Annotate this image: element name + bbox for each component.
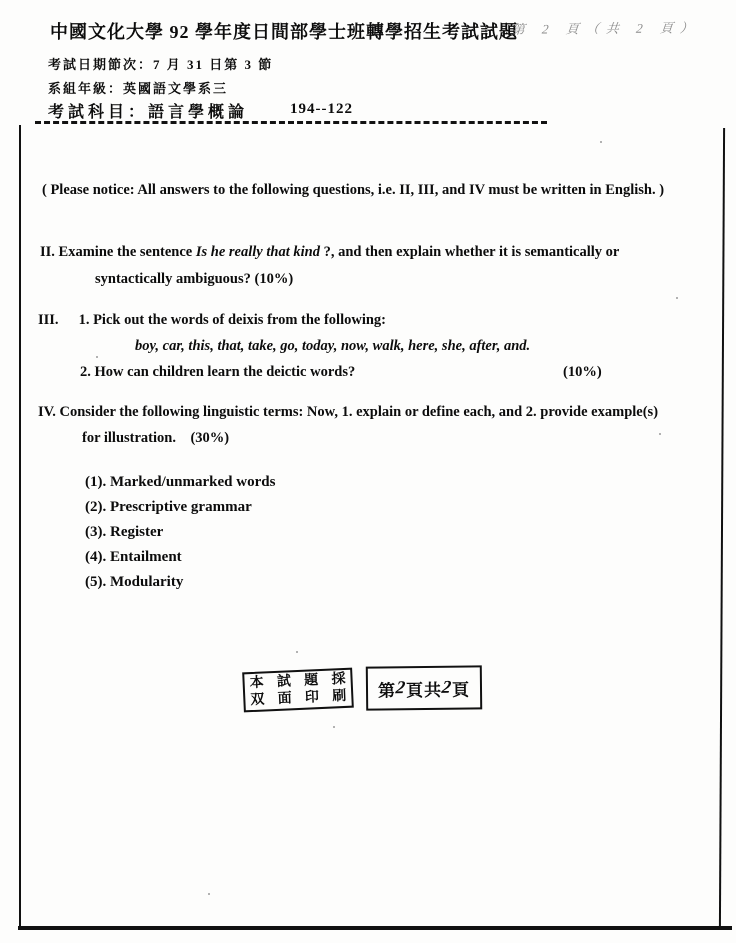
- scan-speck: [659, 433, 661, 435]
- question-4-line-1: IV. Consider the following linguistic terms: Now, 1. explain or define each, and 2. provide example(s): [38, 404, 659, 420]
- english-notice: ( Please notice: All answers to the following questions, i.e. II, III, and IV must be written in English. ): [42, 182, 665, 198]
- exam-date-line: 考試日期節次：7 月 31 日第 3 節: [48, 57, 274, 72]
- stamp-char: 頁: [405, 680, 425, 700]
- question-3-word-list: boy, car, this, that, take, go, today, now, walk, here, she, after, and.: [135, 338, 531, 354]
- term-item: (3). Register: [85, 524, 164, 540]
- handwritten-page-note: 第 2 頁（共 2 頁）: [511, 20, 701, 37]
- department-line: 系組年級：英國語文學系三: [48, 81, 229, 96]
- term-item: (1). Marked/unmarked words: [85, 474, 276, 490]
- scan-speck: [600, 141, 602, 143]
- question-2-sentence: Is he really that kind: [195, 244, 320, 260]
- duplex-stamp-row-2: [250, 688, 347, 709]
- page-border-left: [19, 125, 21, 930]
- page-border-right: [719, 128, 725, 929]
- stamp-char: 印: [304, 690, 320, 706]
- question-3-marks: (10%): [563, 364, 602, 380]
- question-3-label: III.: [38, 312, 59, 328]
- handwritten-page-number: 2: [394, 676, 408, 697]
- scan-speck: [96, 356, 98, 358]
- stamp-char: 頁: [451, 680, 471, 700]
- question-3-item-1: 1. Pick out the words of deixis from the following:: [78, 312, 387, 328]
- subject-line: 考試科目：語言學概論: [48, 104, 249, 121]
- term-item: (5). Modularity: [85, 574, 184, 590]
- duplex-print-stamp: [242, 668, 354, 713]
- stamp-char: 試: [276, 674, 292, 690]
- subject-code: 194--122: [290, 101, 353, 117]
- page-number-stamp: [366, 665, 482, 710]
- question-3-item-2: 2. How can children learn the deictic words?: [80, 364, 356, 380]
- handwritten-total-pages: 2: [440, 676, 454, 697]
- stamp-char: 共: [423, 680, 443, 700]
- stamp-char: 双: [250, 692, 265, 709]
- scan-speck: [333, 726, 335, 728]
- header-dashed-rule: [35, 121, 547, 124]
- page-border-bottom: [18, 926, 732, 930]
- scan-speck: [296, 651, 298, 653]
- question-2-line-1: [40, 244, 619, 261]
- question-3-line-1: [38, 312, 386, 329]
- term-item: (2). Prescriptive grammar: [85, 499, 252, 515]
- question-4-line-2: for illustration. (30%): [82, 430, 230, 446]
- question-2-suffix: ?, and then explain whether it is semantically or: [319, 244, 620, 260]
- stamp-char: 面: [277, 691, 293, 707]
- stamp-char: 第: [377, 680, 397, 700]
- term-item: (4). Entailment: [85, 549, 182, 565]
- question-2-prefix: II. Examine the sentence: [40, 244, 196, 260]
- stamp-char: 刷: [331, 688, 347, 705]
- question-2-line-2: syntactically ambiguous? (10%): [95, 271, 294, 287]
- stamp-char: 題: [303, 673, 319, 689]
- scan-speck: [676, 297, 678, 299]
- scan-speck: [208, 893, 210, 895]
- question-4-term-list: [85, 470, 275, 595]
- stamp-char: 採: [331, 671, 346, 688]
- exam-title: 中國文化大學 92 學年度日間部學士班轉學招生考試試題: [50, 22, 518, 42]
- stamp-char: 本: [249, 675, 264, 692]
